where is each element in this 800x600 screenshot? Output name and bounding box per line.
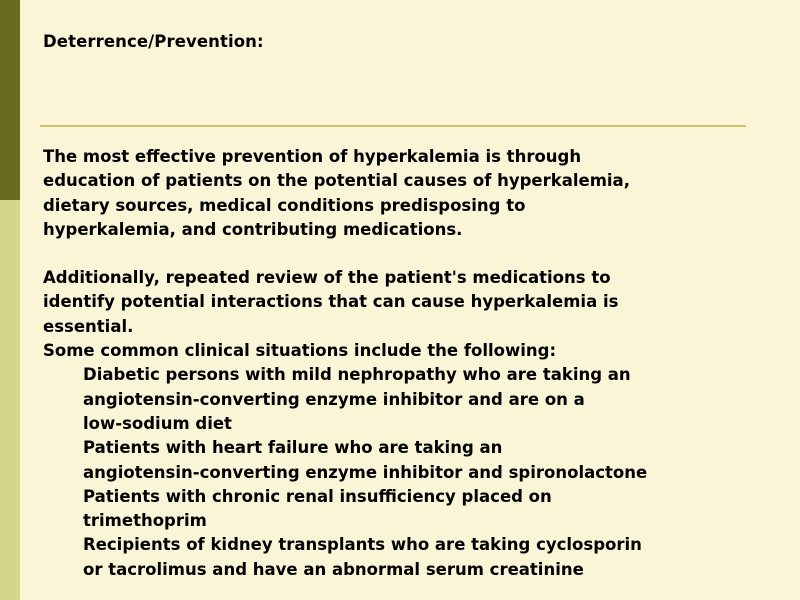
paragraph-1-line: dietary sources, medical conditions predisposing to	[43, 195, 526, 215]
paragraph-1-line: education of patients on the potential causes of hyperkalemia,	[43, 171, 630, 191]
side-accent-bar-dark	[0, 0, 20, 200]
slide-body	[43, 145, 783, 582]
situation-line: low-sodium diet	[83, 413, 232, 433]
situation-line: angiotensin-converting enzyme inhibitor and are on a	[83, 389, 585, 409]
situations-intro: Some common clinical situations include the following:	[43, 341, 557, 361]
situation-line: Diabetic persons with mild nephropathy who are taking an	[83, 365, 631, 385]
title-divider	[40, 125, 746, 127]
situation-line: angiotensin-converting enzyme inhibitor and spironolactone	[83, 462, 648, 482]
side-accent-bar-light	[0, 200, 20, 600]
situation-line: Recipients of kidney transplants who are taking cyclosporin	[83, 535, 642, 555]
situation-line: or tacrolimus and have an abnormal serum creatinine	[83, 559, 584, 579]
situation-line: Patients with heart failure who are taking an	[83, 438, 503, 458]
paragraph-1-line: hyperkalemia, and contributing medications.	[43, 219, 463, 239]
paragraph-2-line: Additionally, repeated review of the patient's medications to	[43, 268, 611, 288]
situation-line: Patients with chronic renal insufficiency placed on	[83, 486, 552, 506]
situation-line: trimethoprim	[83, 511, 207, 531]
paragraph-2-line: identify potential interactions that can cause hyperkalemia is	[43, 292, 619, 312]
slide-title: Deterrence/Prevention:	[43, 32, 264, 51]
paragraph-2-line: essential.	[43, 316, 134, 336]
paragraph-1-line: The most effective prevention of hyperkalemia is through	[43, 147, 582, 166]
paragraph-spacer	[43, 242, 783, 266]
